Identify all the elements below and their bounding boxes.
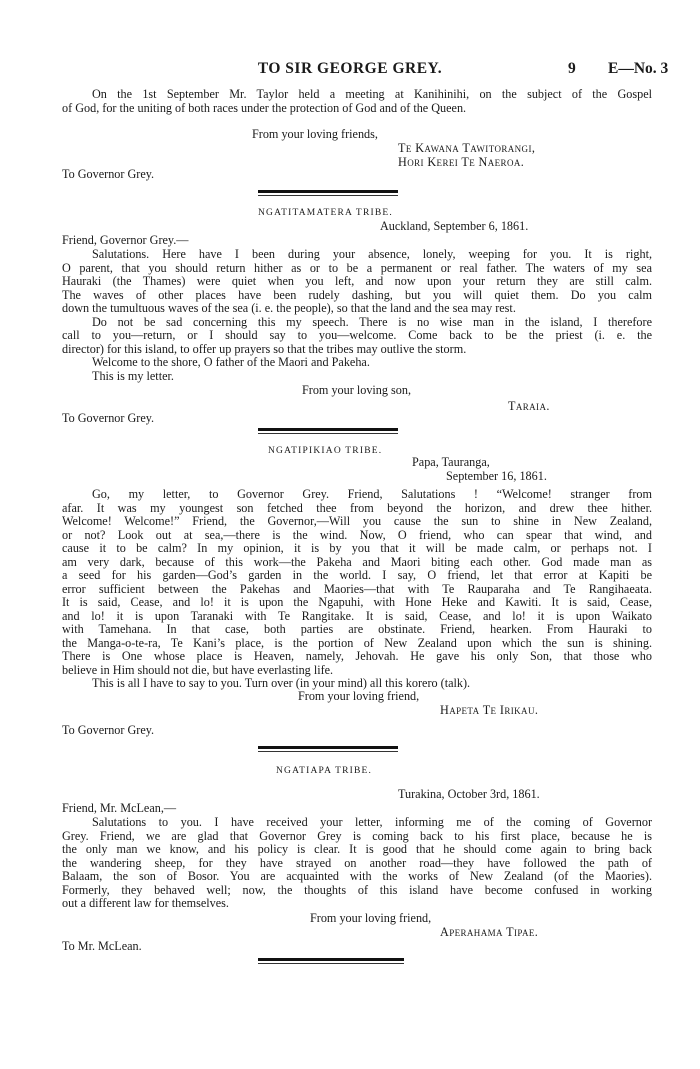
body-line: Formerly, they behaved well; now, the thoughts of this island have become confused in working bbox=[62, 882, 652, 897]
body-line: O parent, that you should return hither as or to be a permanent or real father. The waters of my sea bbox=[62, 260, 652, 275]
letter3-closing: From your loving friend, bbox=[298, 689, 420, 703]
letter3-body bbox=[62, 488, 652, 691]
body-line: a seed for his garden—God’s garden in the world. I say, O friend, let that error at Kapiti be bbox=[62, 568, 652, 582]
body-line: Go, my letter, to Governor Grey. Friend, Salutations ! “Welcome! stranger from bbox=[92, 487, 652, 501]
section-divider bbox=[258, 190, 398, 193]
body-line: the only man we know, and his policy is clear. It is good that he should come again to bring back bbox=[62, 842, 652, 856]
body-line: or not? Look out at sea,—there is the wind. Now, O friend, who can spear that wind, and bbox=[62, 527, 652, 542]
letter2-body bbox=[62, 248, 652, 383]
body-line: Welcome to the shore, O father of the Maori and Pakeha. bbox=[92, 355, 370, 369]
letter4-place-date: Turakina, October 3rd, 1861. bbox=[398, 787, 540, 801]
letter4-signature: Aperahama Tipae. bbox=[440, 925, 539, 939]
letter2-signature: Taraia. bbox=[508, 399, 550, 413]
body-line: out a different law for themselves. bbox=[62, 896, 229, 910]
section-divider bbox=[258, 428, 398, 431]
letter2-addressee: To Governor Grey. bbox=[62, 411, 155, 425]
body-line: Balaam, the son of Bosor. You are acquainted with the works of New Zealand (of the Maories). bbox=[62, 869, 652, 883]
letter1-body bbox=[62, 88, 652, 115]
letter2-salutation: Friend, Governor Grey.— bbox=[62, 233, 189, 247]
body-line: This is all I have to say to you. Turn over (in your mind) all this korero (talk). bbox=[92, 676, 471, 690]
body-line: Welcome! Welcome!” Friend, the Governor,—Will you cause the sun to shine in New Zealand, bbox=[62, 514, 652, 528]
letter1-closing: From your loving friends, bbox=[252, 127, 378, 141]
body-line: and lo! it is upon Taranaki with Te Rangitake. It is said, Cease, and lo! it is upon Waikato bbox=[62, 608, 652, 623]
letter4-body bbox=[62, 816, 652, 911]
letter3-addressee: To Governor Grey. bbox=[62, 723, 155, 737]
body-line: down the tumultuous waves of the sea (i. e. the people), so that the land and the sea may rest. bbox=[62, 301, 516, 315]
letter1-signature-2: Hori Kerei Te Naeroa. bbox=[398, 155, 525, 169]
letter2-tribe-heading: NGATITAMATERA TRIBE. bbox=[258, 208, 393, 218]
letter3-signature: Hapeta Te Irikau. bbox=[440, 703, 539, 717]
page-number: 9 bbox=[568, 60, 576, 77]
body-line: afar. It was my youngest son fetched thee from beyond the horizon, and drew thee hither. bbox=[62, 500, 652, 515]
letter2-closing: From your loving son, bbox=[302, 383, 412, 397]
document-reference: E—No. 3 bbox=[608, 60, 669, 77]
body-line: Do not be sad concerning this my speech. There is no wise man in the island, I therefore bbox=[92, 314, 652, 329]
letter1-addressee: To Governor Grey. bbox=[62, 167, 155, 181]
body-line: Grey. Friend, we are glad that Governor Grey is coming back to his first place, because he is bbox=[62, 828, 652, 843]
body-line: call to you—return, or I should say to you—welcome. Come back to be the priest (i. e. the bbox=[62, 328, 652, 342]
section-divider bbox=[258, 958, 404, 961]
body-line: The waves of other places have been rudely dashing, but you will quiet them. Do you calm bbox=[62, 287, 652, 302]
body-line: There is One whose place is Heaven, namely, Jehovah. He gave his only Son, that those who bbox=[62, 649, 652, 663]
letter3-date: September 16, 1861. bbox=[446, 469, 547, 483]
body-line: with Tamehana. In that case, both parties are obstinate. Friend, hearken. From Hauraki to bbox=[62, 622, 652, 636]
body-line: Salutations. Here have I been during your absence, lonely, weeping for you. It is right, bbox=[92, 247, 652, 261]
letter4-closing: From your loving friend, bbox=[310, 911, 432, 925]
body-line: Salutations to you. I have received your letter, informing me of the coming of Governor bbox=[92, 815, 652, 829]
body-line: Hauraki (the Thames) were quiet when you left, and now upon your return they are still calm. bbox=[62, 274, 652, 288]
body-line: director) for this island, to offer up prayers so that the tribes may outlive the storm. bbox=[62, 341, 467, 356]
letter3-tribe-heading: NGATIPIKIAO TRIBE. bbox=[268, 446, 383, 456]
page-title: TO SIR GEORGE GREY. bbox=[257, 60, 443, 77]
body-line: believe in Him should not die, but have everlasting life. bbox=[62, 662, 334, 677]
body-line: of God, for the uniting of both races under the protection of God and of the Queen. bbox=[62, 100, 467, 115]
letter3-place: Papa, Tauranga, bbox=[412, 455, 490, 469]
letter2-place-date: Auckland, September 6, 1861. bbox=[380, 219, 529, 233]
body-line: On the 1st September Mr. Taylor held a meeting at Kanihinihi, on the subject of the Gospel bbox=[92, 87, 652, 101]
body-line: cause it to be calm? In my opinion, it is by you that it will be made calm, or perhaps not. I bbox=[62, 541, 652, 555]
letter4-tribe-heading: NGATIAPA TRIBE. bbox=[276, 766, 373, 776]
body-line: It is said, Cease, and lo! it is upon the Ngapuhi, with Hone Heke and Kawiti. It is said, Cease, bbox=[62, 595, 652, 609]
body-line: error sufficient between the Pakehas and Maories—that with Te Rauparaha and Te Rangihaeata. bbox=[62, 581, 652, 596]
letter1-signature-1: Te Kawana Tawitorangi, bbox=[398, 141, 536, 155]
letter4-salutation: Friend, Mr. McLean,— bbox=[62, 801, 177, 815]
letter4-addressee: To Mr. McLean. bbox=[62, 939, 142, 953]
body-line: the wandering sheep, for they have strayed on another road—they have followed the path of bbox=[62, 855, 652, 870]
body-line: the Manga-o-te-ra, Te Kani’s place, is the portion of New Zealand upon which the sun is shining. bbox=[62, 635, 652, 650]
body-line: am very dark, because of this work—the Pakeha and Maori biting each other. God made man as bbox=[62, 554, 652, 569]
body-line: This is my letter. bbox=[92, 368, 174, 383]
section-divider bbox=[258, 746, 398, 749]
